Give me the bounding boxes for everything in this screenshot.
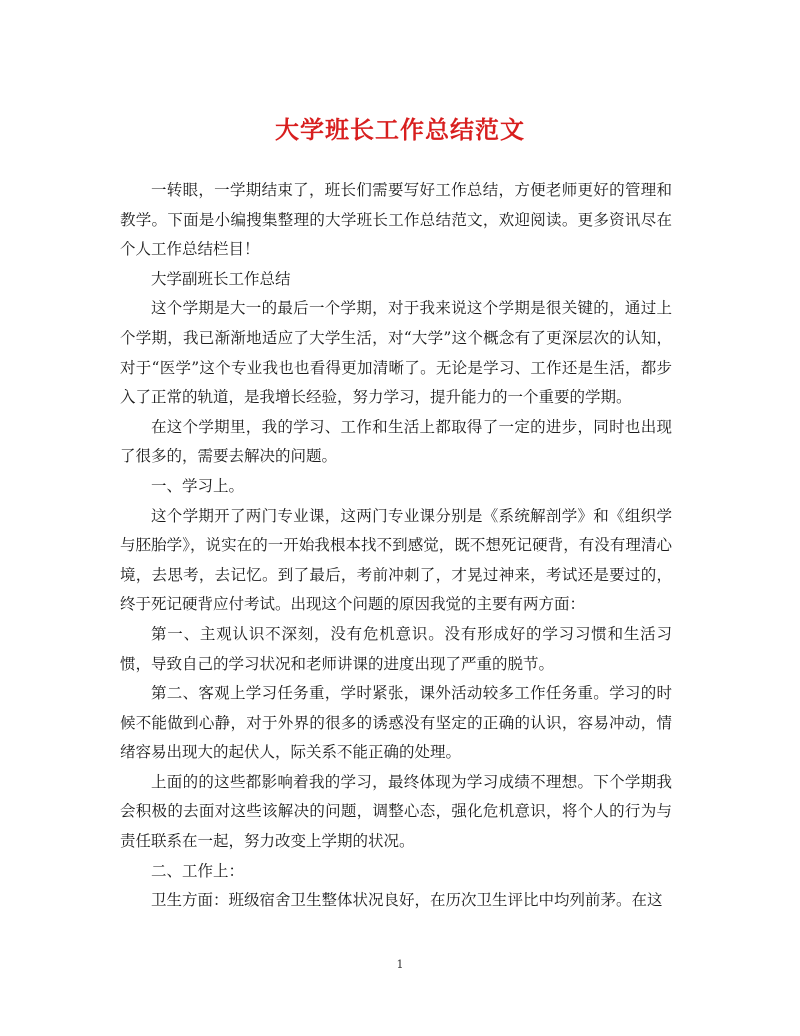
paragraph: 卫生方面：班级宿舍卫生整体状况良好，在历次卫生评比中均列前茅。在这 <box>151 891 663 910</box>
section-heading: 一、学习上。 <box>151 476 245 495</box>
page-number: 1 <box>396 958 404 971</box>
paragraph: 这个学期开了两门专业课，这两门专业课分别是《系统解剖学》和《组织学与胚胎学》，说实在的一开始我根本找不到感觉，既不想死记硬背，有没有理清心境，去思考，去记忆。到了最后，考前冲刺了，才晃过神来，考试还是要过的，终于死记硬背应付考试。出现这个问题的原因我觉的主要有两方面： <box>120 506 672 614</box>
paragraph: 第二、客观上学习任务重，学时紧张，课外活动较多工作任务重。学习的时候不能做到心静，对于外界的很多的诱惑没有坚定的正确的认识，容易冲动，情绪容易出现大的起伏人，际关系不能正确的处理。 <box>120 684 672 762</box>
paragraph: 上面的的这些都影响着我的学习，最终体现为学习成绩不理想。下个学期我会积极的去面对这些该解决的问题，调整心态，强化危机意识，将个人的行为与责任联系在一起，努力改变上学期的状况。 <box>120 772 672 851</box>
document-title: 大学班长工作总结范文 <box>275 115 525 144</box>
paragraph: 第一、主观认识不深刻，没有危机意识。没有形成好的学习习惯和生活习惯，导致自己的学习状况和老师讲课的进度出现了严重的脱节。 <box>120 624 672 673</box>
paragraph: 在这个学期里，我的学习、工作和生活上都取得了一定的进步，同时也出现了很多的，需要去解决的问题。 <box>120 417 672 466</box>
paragraph: 这个学期是大一的最后一个学期，对于我来说这个学期是很关键的，通过上个学期，我已渐渐地适应了大学生活，对“大学”这个概念有了更深层次的认知，对于“医学”这个专业我也也看得更加清晰了。无论是学习、工作还是生活，都步入了正常的轨道，是我增长经验，努力学习，提升能力的一个重要的学期。 <box>120 299 672 407</box>
document-body <box>120 176 672 916</box>
section-heading: 大学副班长工作总结 <box>151 269 291 288</box>
paragraph-intro: 一转眼，一学期结束了，班长们需要写好工作总结，方便老师更好的管理和教学。下面是小编搜集整理的大学班长工作总结范文，欢迎阅读。更多资讯尽在个人工作总结栏目！ <box>120 181 672 259</box>
section-heading: 二、工作上： <box>151 861 245 880</box>
